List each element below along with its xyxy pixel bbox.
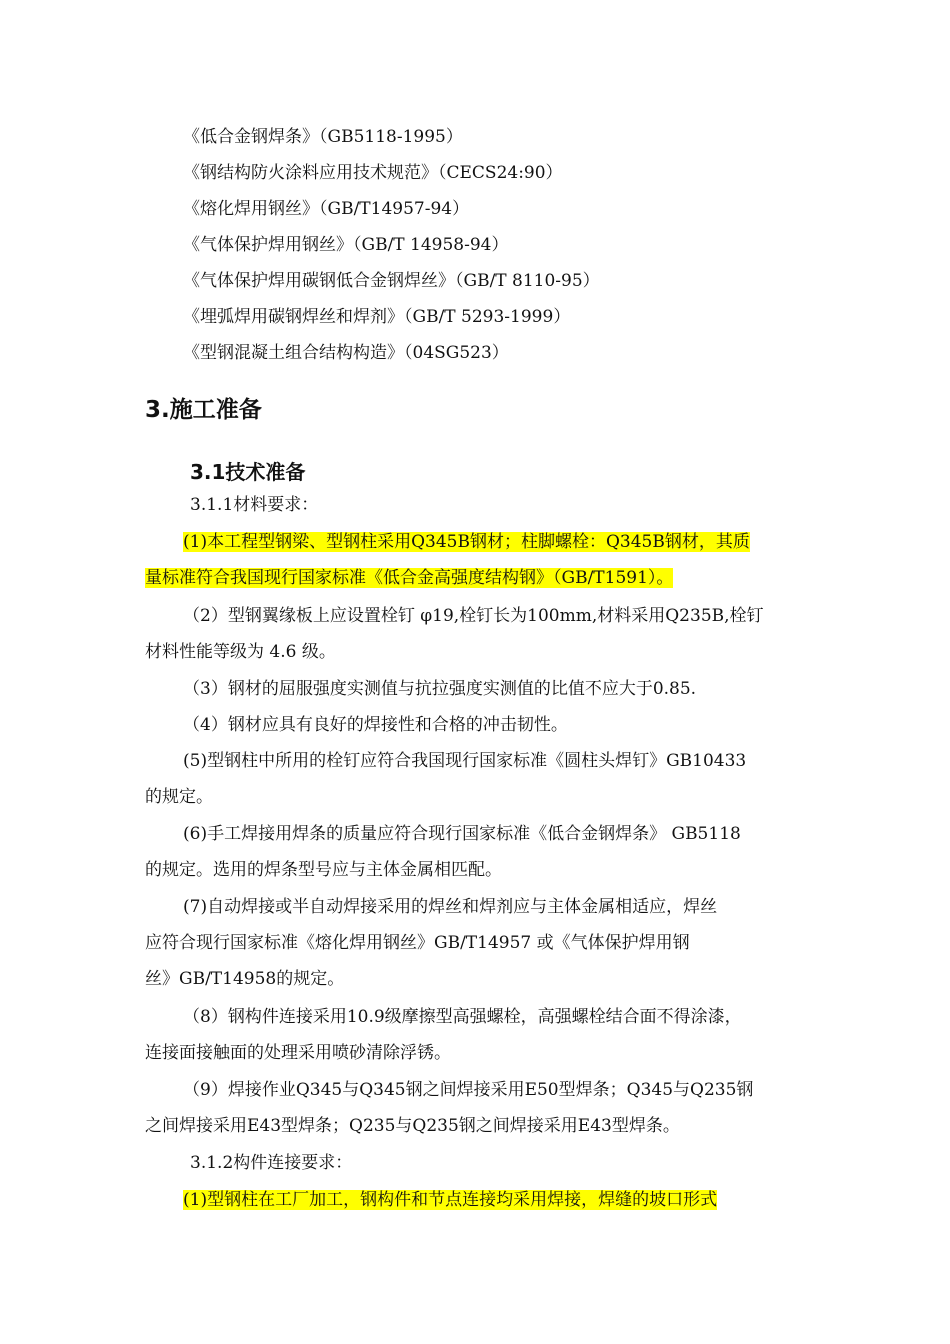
paragraph-line: 之间焊接采用E43型焊条；Q235与Q235钢之间焊接采用E43型焊条。 [145,1116,680,1136]
reference-item: 《型钢混凝土组合结构构造》（04SG523） [183,343,509,363]
paragraph-line: （3）钢材的屈服强度实测值与抗拉强度实测值的比值不应大于0.85. [183,679,697,699]
paragraph-line [145,567,673,589]
highlighted-text: (1)型钢柱在工厂加工，钢构件和节点连接均采用焊接，焊缝的坡口形式 [183,1190,718,1210]
paragraph-line: 的规定。 [145,787,213,807]
paragraph-line: 连接面接触面的处理采用喷砂清除浮锈。 [145,1043,451,1063]
reference-item: 《熔化焊用钢丝》（GB/T14957-94） [183,199,470,219]
paragraph-line: (6)手工焊接用焊条的质量应符合现行国家标准《低合金钢焊条》 GB5118 [183,824,741,844]
connection-heading: 3.1.2构件连接要求： [190,1153,353,1173]
paragraph-line: （2）型钢翼缘板上应设置栓钉 φ19,栓钉长为100mm,材料采用Q235B,栓钉 [183,606,764,626]
reference-item: 《低合金钢焊条》（GB5118-1995） [183,127,463,147]
reference-item: 《埋弧焊用碳钢焊丝和焊剂》（GB/T 5293-1999） [183,307,571,327]
highlighted-text: 量标准符合我国现行国家标准《低合金高强度结构钢》（GB/T1591）。 [145,568,674,588]
paragraph-line: （9）焊接作业Q345与Q345钢之间焊接采用E50型焊条；Q345与Q235钢 [183,1080,754,1100]
paragraph-line: 应符合现行国家标准《熔化焊用钢丝》GB/T14957 或《气体保护焊用钢 [145,933,690,953]
paragraph-line: 丝》GB/T14958的规定。 [145,969,345,989]
paragraph-line: 材料性能等级为 4.6 级。 [145,642,336,662]
reference-item: 《钢结构防火涂料应用技术规范》（CECS24:90） [183,163,563,183]
paragraph-line [183,531,750,553]
paragraph-line: (7)自动焊接或半自动焊接采用的焊丝和焊剂应与主体金属相适应，焊丝 [183,897,718,917]
paragraph-line: （8）钢构件连接采用10.9级摩擦型高强螺栓，高强螺栓结合面不得涂漆， [183,1007,742,1027]
paragraph-line: （4）钢材应具有良好的焊接性和合格的冲击韧性。 [183,715,568,735]
subsection-title: 3.1技术准备 [190,460,306,484]
reference-item: 《气体保护焊用钢丝》（GB/T 14958-94） [183,235,509,255]
paragraph-line: 的规定。选用的焊条型号应与主体金属相匹配。 [145,860,502,880]
paragraph-line: (5)型钢柱中所用的栓钉应符合我国现行国家标准《圆柱头焊钉》GB10433 [183,751,747,771]
paragraph-line [183,1189,717,1211]
reference-item: 《气体保护焊用碳钢低合金钢焊丝》（GB/T 8110-95） [183,271,600,291]
highlighted-text: (1)本工程型钢梁、型钢柱采用Q345B钢材；柱脚螺栓：Q345B钢材，其质 [183,532,750,552]
section-title: 3.施工准备 [145,397,262,423]
material-heading: 3.1.1材料要求： [190,495,319,515]
